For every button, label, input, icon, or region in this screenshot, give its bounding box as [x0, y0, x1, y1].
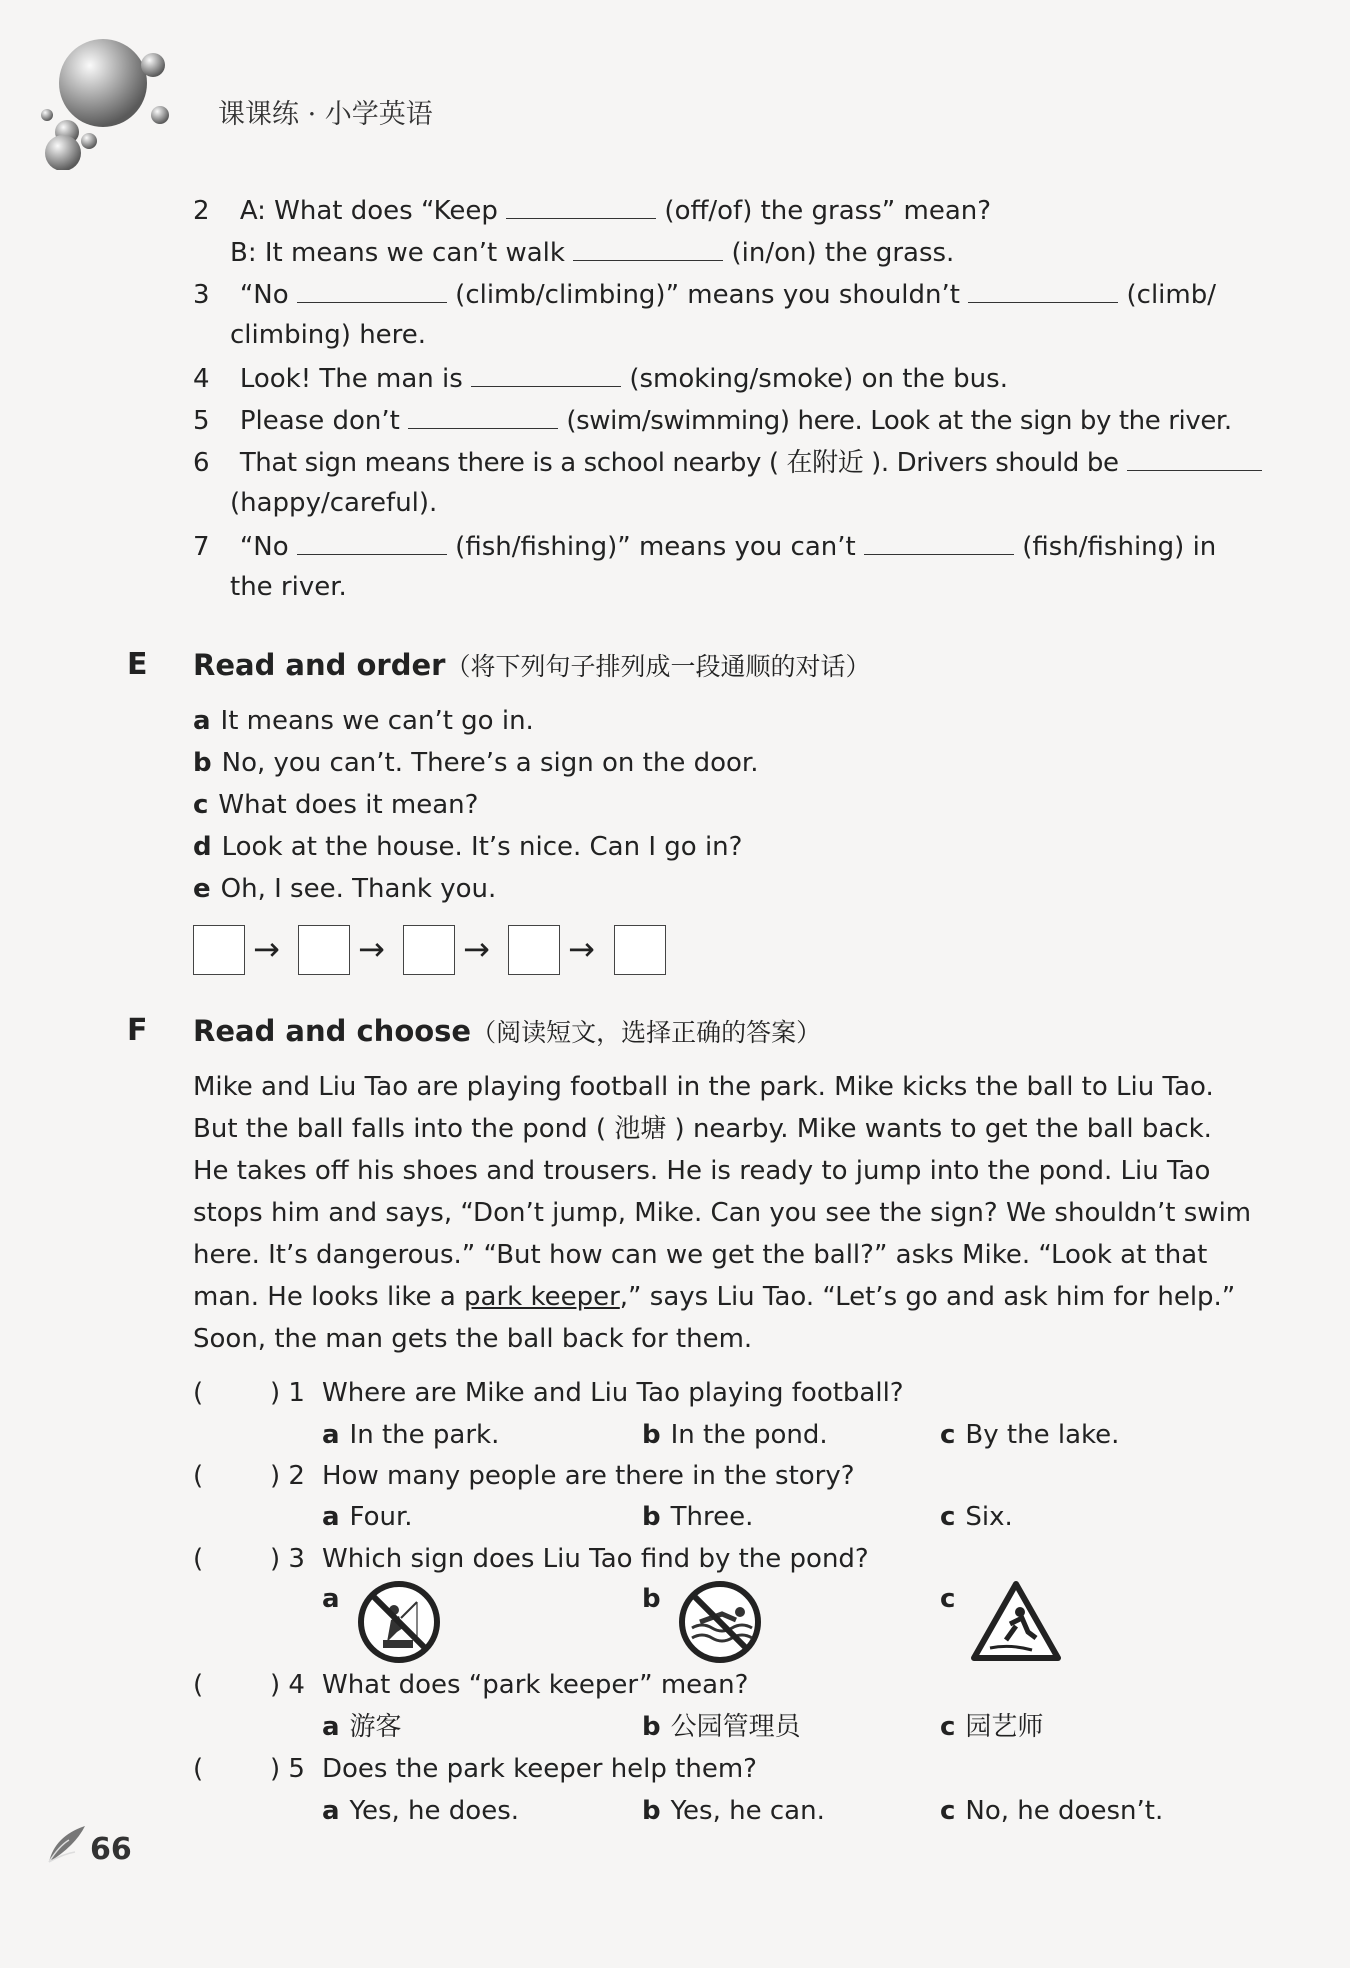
question-number: ) 2 [270, 1461, 305, 1491]
sentence-text: Look at the house. It’s nice. Can I go in? [221, 832, 743, 862]
option-letter: b [642, 1796, 661, 1826]
section-title-cn: （将下列句子排列成一段通顺的对话） [445, 652, 871, 681]
header-bubbles-decoration [35, 35, 185, 170]
option-text: Three. [670, 1502, 754, 1532]
option-c-letter[interactable] [940, 1582, 965, 1616]
question-number: ) 5 [270, 1754, 305, 1784]
item-options: (off/of) the grass” mean? [664, 196, 992, 226]
answer-blank[interactable] [506, 192, 656, 219]
section-title-en: Read and choose [193, 1014, 472, 1048]
answer-blank[interactable] [297, 276, 447, 303]
sentence-letter: e [193, 874, 211, 904]
item-5 [193, 402, 1232, 438]
passage-line-7: Soon, the man gets the ball back for them. [193, 1324, 753, 1354]
order-box-2[interactable] [298, 925, 350, 975]
answer-paren-open: ( [193, 1461, 204, 1491]
item-text: (fish/fishing)” means you can’t [455, 532, 856, 562]
option-c[interactable] [940, 1500, 1013, 1534]
answer-paren-open: ( [193, 1754, 204, 1784]
question-text: Where are Mike and Liu Tao playing football? [322, 1378, 904, 1408]
item-text: B: It means we can’t walk [230, 238, 565, 268]
item-text: That sign means there is a school nearby ( 在附近 ). Drivers should be [239, 448, 1119, 478]
option-letter: b [642, 1502, 661, 1532]
passage-line-4: stops him and says, “Don’t jump, Mike. Can you see the sign? We shouldn’t swim [193, 1198, 1252, 1228]
park-keeper-underlined: park keeper [464, 1282, 620, 1312]
book-title: 课课练 · 小学英语 [218, 99, 433, 130]
question-text: How many people are there in the story? [322, 1461, 855, 1491]
question-number: ) 3 [270, 1544, 305, 1574]
answer-paren-open: ( [193, 1378, 204, 1408]
sentence-text: Oh, I see. Thank you. [220, 874, 497, 904]
answer-paren-open: ( [193, 1544, 204, 1574]
option-letter: c [940, 1712, 956, 1742]
question-text: Does the park keeper help them? [322, 1754, 757, 1784]
passage-line-5: here. It’s dangerous.” “But how can we get the ball?” asks Mike. “Look at that [193, 1240, 1208, 1270]
option-text: 园艺师 [965, 1712, 1044, 1742]
section-f-letter: F [127, 1013, 148, 1048]
section-e-title [193, 647, 870, 683]
item-options: (swim/swimming) here. Look at the sign by the river. [566, 406, 1232, 436]
option-text: Six. [965, 1502, 1013, 1532]
option-c[interactable] [940, 1710, 1043, 1744]
leaf-decoration-icon [45, 1822, 90, 1867]
sentence-text: What does it mean? [218, 790, 479, 820]
option-letter: a [322, 1502, 340, 1532]
option-a[interactable] [322, 1794, 519, 1828]
item-number: 2 [193, 196, 210, 226]
warning-slippery-sign-icon[interactable] [970, 1578, 1062, 1664]
order-box-5[interactable] [614, 925, 666, 975]
sentence-letter: c [193, 790, 209, 820]
option-text: 游客 [349, 1712, 402, 1742]
answer-slot-4[interactable] [210, 1668, 265, 1702]
no-fishing-sign-icon[interactable] [357, 1580, 441, 1664]
option-c[interactable] [940, 1418, 1119, 1452]
question-text: What does “park keeper” mean? [322, 1670, 749, 1700]
item-3-cont: climbing) here. [230, 320, 427, 350]
item-3 [193, 276, 1216, 312]
sentence-c [193, 788, 478, 822]
answer-blank[interactable] [1127, 444, 1262, 471]
option-letter: a [322, 1796, 340, 1826]
question-text: Which sign does Liu Tao find by the pond? [322, 1544, 869, 1574]
answer-slot-3[interactable] [210, 1542, 265, 1576]
sentence-e [193, 872, 496, 906]
item-2-a [193, 192, 991, 228]
option-letter: b [642, 1420, 661, 1450]
answer-slot-2[interactable] [210, 1459, 265, 1493]
answer-slot-5[interactable] [210, 1752, 265, 1786]
item-text: Please don’t [239, 406, 400, 436]
option-letter: b [642, 1584, 661, 1614]
passage-text: ,” says Liu Tao. “Let’s go and ask him for help.” [619, 1282, 1236, 1312]
order-arrow: → [358, 930, 385, 968]
page-number: 66 [90, 1832, 132, 1867]
order-box-3[interactable] [403, 925, 455, 975]
item-6 [193, 444, 1262, 480]
option-letter: c [940, 1796, 956, 1826]
answer-blank[interactable] [968, 276, 1118, 303]
item-6-cont: (happy/careful). [230, 488, 438, 518]
order-arrow: → [253, 930, 280, 968]
option-letter: c [940, 1420, 956, 1450]
answer-paren-open: ( [193, 1670, 204, 1700]
sentence-a [193, 704, 534, 738]
option-b[interactable] [642, 1710, 801, 1744]
option-b[interactable] [642, 1500, 753, 1534]
sentence-text: No, you can’t. There’s a sign on the door. [221, 748, 759, 778]
sentence-letter: b [193, 748, 212, 778]
option-letter: a [322, 1712, 340, 1742]
item-text: (climb/climbing)” means you shouldn’t [455, 280, 960, 310]
item-options: (smoking/smoke) on the bus. [629, 364, 1008, 394]
order-arrow: → [463, 930, 490, 968]
option-a[interactable] [322, 1710, 402, 1744]
answer-blank[interactable] [297, 528, 447, 555]
section-f-title [193, 1013, 821, 1049]
answer-blank[interactable] [864, 528, 1014, 555]
order-box-4[interactable] [508, 925, 560, 975]
item-number: 6 [193, 448, 210, 478]
item-4 [193, 360, 1008, 396]
passage-line-2: But the ball falls into the pond ( 池塘 ) nearby. Mike wants to get the ball back. [193, 1114, 1212, 1144]
order-arrow: → [568, 930, 595, 968]
option-a[interactable] [322, 1500, 413, 1534]
order-box-1[interactable] [193, 925, 245, 975]
passage-line-1: Mike and Liu Tao are playing football in the park. Mike kicks the ball to Liu Tao. [193, 1072, 1214, 1102]
item-number: 7 [193, 532, 210, 562]
item-7-cont: the river. [230, 572, 347, 602]
section-e-letter: E [127, 647, 148, 682]
option-b[interactable] [642, 1418, 828, 1452]
item-2-b [230, 234, 954, 270]
item-number: 3 [193, 280, 210, 310]
option-a-letter[interactable] [322, 1582, 350, 1616]
section-title-cn: （阅读短文，选择正确的答案） [471, 1018, 822, 1047]
item-options: (climb/ [1126, 280, 1216, 310]
answer-blank[interactable] [471, 360, 621, 387]
option-letter: b [642, 1712, 661, 1742]
item-text: “No [239, 532, 289, 562]
item-text: Look! The man is [239, 364, 463, 394]
sentence-letter: d [193, 832, 212, 862]
option-b-letter[interactable] [642, 1582, 671, 1616]
item-text: “No [239, 280, 289, 310]
item-number: 5 [193, 406, 210, 436]
question-number: ) 4 [270, 1670, 305, 1700]
option-text: 公园管理员 [670, 1712, 801, 1742]
sentence-text: It means we can’t go in. [220, 706, 534, 736]
option-text: Yes, he can. [670, 1796, 825, 1826]
item-number: 4 [193, 364, 210, 394]
option-letter: c [940, 1502, 956, 1532]
option-c[interactable] [940, 1794, 1163, 1828]
option-text: By the lake. [965, 1420, 1120, 1450]
section-title-en: Read and order [193, 648, 446, 682]
no-swimming-sign-icon[interactable] [678, 1580, 762, 1664]
option-text: In the park. [349, 1420, 500, 1450]
sentence-d [193, 830, 742, 864]
option-b[interactable] [642, 1794, 825, 1828]
item-text: A: What does “Keep [239, 196, 498, 226]
option-text: In the pond. [670, 1420, 828, 1450]
option-letter: a [322, 1420, 340, 1450]
item-options: (in/on) the grass. [731, 238, 955, 268]
option-a[interactable] [322, 1418, 499, 1452]
item-7 [193, 528, 1216, 564]
sentence-b [193, 746, 758, 780]
option-letter: c [940, 1584, 956, 1614]
answer-blank[interactable] [408, 402, 558, 429]
option-letter: a [322, 1584, 340, 1614]
passage-line-3: He takes off his shoes and trousers. He is ready to jump into the pond. Liu Tao [193, 1156, 1211, 1186]
question-number: ) 1 [270, 1378, 305, 1408]
option-text: Four. [349, 1502, 413, 1532]
option-text: No, he doesn’t. [965, 1796, 1164, 1826]
sentence-letter: a [193, 706, 211, 736]
option-text: Yes, he does. [349, 1796, 520, 1826]
passage-text: man. He looks like a [193, 1282, 456, 1312]
passage-line-6 [193, 1280, 1235, 1314]
item-options: (fish/fishing) in [1022, 532, 1217, 562]
answer-blank[interactable] [573, 234, 723, 261]
answer-slot-1[interactable] [210, 1376, 265, 1410]
